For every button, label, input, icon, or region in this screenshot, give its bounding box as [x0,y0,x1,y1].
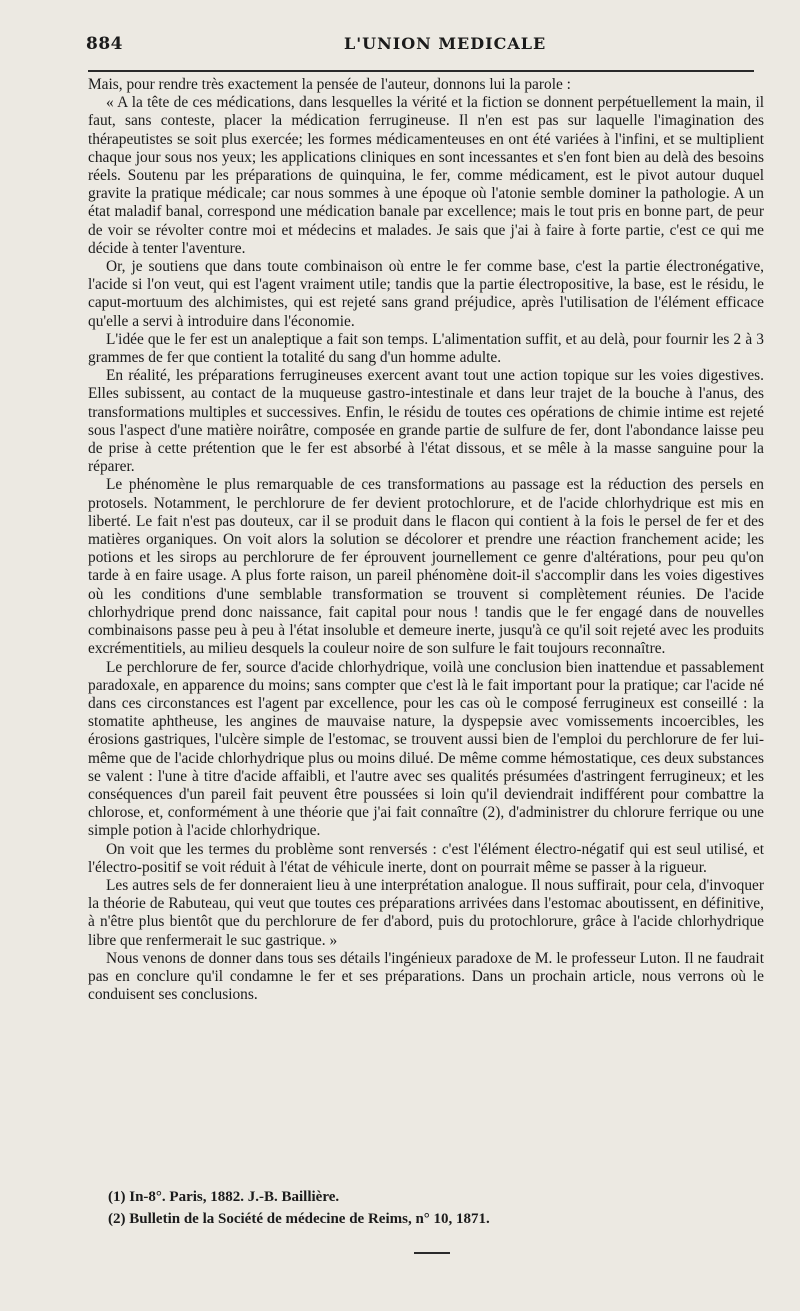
paragraph: Le perchlorure de fer, source d'acide chlorhydrique, voilà une conclusion bien inattendue et passablement paradoxale, en apparence du moins; sans compter que c'est là le fait important pour la pratique; car l'acide né dans ces circonstances est l'agent par excellence, pour les cas où le composé ferrugineux est conseillé : la stomatite aphtheuse, les angines de mauvaise nature, la dyspepsie avec vomissements incoercibles, les érosions gastriques, l'ulcère simple de l'estomac, se trouvent aussi bien de l'emploi du perchlorure de fer lui-même que de l'acide chlorhydrique plus ou moins dilué. De même comme hémostatique, ces deux substances se valent : l'une à titre d'acide affaibli, et l'autre avec ses qualités présumées d'astringent ferrugineux; et les conséquences d'un pareil fait peuvent être poussées si loin qu'il deviendrait indifférent pour combattre la chlorose, et, conformément à une théorie que j'ai fait connaître (2), d'administrer du chlorure ferrique ou une simple potion à l'acide chlorhydrique. [88,658,764,840]
paragraph: L'idée que le fer est un analeptique a fait son temps. L'alimentation suffit, et au delà, pour fournir les 2 à 3 grammes de fer que contient la totalité du sang d'un homme adulte. [88,330,764,367]
end-rule [414,1252,450,1254]
article-body [88,76,764,1004]
paragraph: Nous venons de donner dans tous ses détails l'ingénieux paradoxe de M. le professeur Luton. Il ne faudrait pas en conclure qu'il condamne le fer et ses préparations. Dans un prochain article, nous verrons où le conduisent ses conclusions. [88,949,764,1004]
header-rule [88,70,754,72]
paragraph: On voit que les termes du problème sont renversés : c'est l'élément électro-négatif qui est seul utilisé, et l'électro-positif se voit réduit à l'état de véhicule inerte, dont on pourrait même se passer à la rigueur. [88,840,764,876]
paragraph: En réalité, les préparations ferrugineuses exercent avant tout une action topique sur les voies digestives. Elles subissent, au contact de la muqueuse gastro-intestinale et dans leur trajet de la bouche à l'anus, des transformations multiples et successives. Enfin, le résidu de toutes ces opérations de chimie intime est rejeté sous l'aspect d'une matière noirâtre, composée en grande partie de sulfure de fer, dont l'abondance laisse peu de prise à cette prétention que le fer est absorbé à l'état dissous, et se mêle à la masse sanguine pour la réparer. [88,367,764,476]
page-number: 884 [86,34,123,54]
footnote: (2) Bulletin de la Société de médecine de Reims, n° 10, 1871. [108,1211,490,1227]
paragraph: Les autres sels de fer donneraient lieu à une interprétation analogue. Il nous suffirait, pour cela, d'invoquer la théorie de Rabuteau, qui veut que toutes ces préparations arrivées dans l'estomac aboutissent, en définitive, à n'être plus bientôt que du perchlorure de fer d'abord, puis du protochlorure, grâce à l'acide chlorhydrique libre que renfermerait le suc gastrique. » [88,876,764,949]
paragraph: « A la tête de ces médications, dans lesquelles la vérité et la fiction se donnent perpétuellement la main, il faut, sans conteste, placer la médication ferrugineuse. Il n'en est pas sur laquelle l'imagination des thérapeutistes se soit plus exercée; les formes médicamenteuses en ont été variées à l'infini, et se multiplient chaque jour sous nos yeux; les applications cliniques en sont incessantes et s'en font bien au delà des besoins réels. Soutenu par les préparations de quinquina, le fer, comme médicament, est le pivot autour duquel gravite la pratique médicale; car nous sommes à une époque où l'atonie semble dominer la pathologie. A un état maladif banal, correspond une médication banale par excellence; mais le tout pris en bonne part, de peur de voir se révolter contre moi et médecins et malades. Je sais que j'ai à faire à forte partie, c'est ce qui me décide à tenter l'aventure. [88,94,764,257]
paragraph: Mais, pour rendre très exactement la pensée de l'auteur, donnons lui la parole : [88,76,571,93]
page-header [86,34,766,58]
paragraph: Le phénomène le plus remarquable de ces transformations au passage est la réduction des persels en protosels. Notamment, le perchlorure de fer devient protochlorure, et de l'acide chlorhydrique est mis en liberté. Le fait n'est pas douteux, car il se produit dans le flacon qui contient à la fois le persel de fer et des matières organiques. On voit alors la solution se décolorer et prendre une réaction franchement acide; les potions et les sirops au perchlorure de fer éprouvent journellement ce genre d'altérations, pour peu qu'on tarde à en faire usage. A plus forte raison, un pareil phénomène doit-il s'accomplir dans les voies digestives où les conditions d'une semblable transformation se trouvent si complètement réunies. De l'acide chlorhydrique prend donc naissance, fait capital pour nous ! tandis que le fer engagé dans de nouvelles combinaisons passe peu à peu à l'état insoluble et demeure inerte, jusqu'à ce qu'il soit rejeté avec les produits excrémentitiels, au milieu desquels la couleur noire de son sulfure le fait toujours reconnaître. [88,476,764,658]
footnote: (1) In-8°. Paris, 1882. J.-B. Baillière. [108,1189,340,1205]
footnotes [108,1186,748,1230]
running-title: L'UNION MEDICALE [344,34,547,53]
paragraph: Or, je soutiens que dans toute combinaison où entre le fer comme base, c'est la partie électronégative, l'acide si l'on veut, qui est l'agent vraiment utile; tandis que la partie électropositive, la base, est le résidu, le caput-mortuum des alchimistes, qui est rejeté sans grand préjudice, après l'utilisation de l'élément efficace qu'elle a servi à introduire dans l'économie. [88,258,764,330]
